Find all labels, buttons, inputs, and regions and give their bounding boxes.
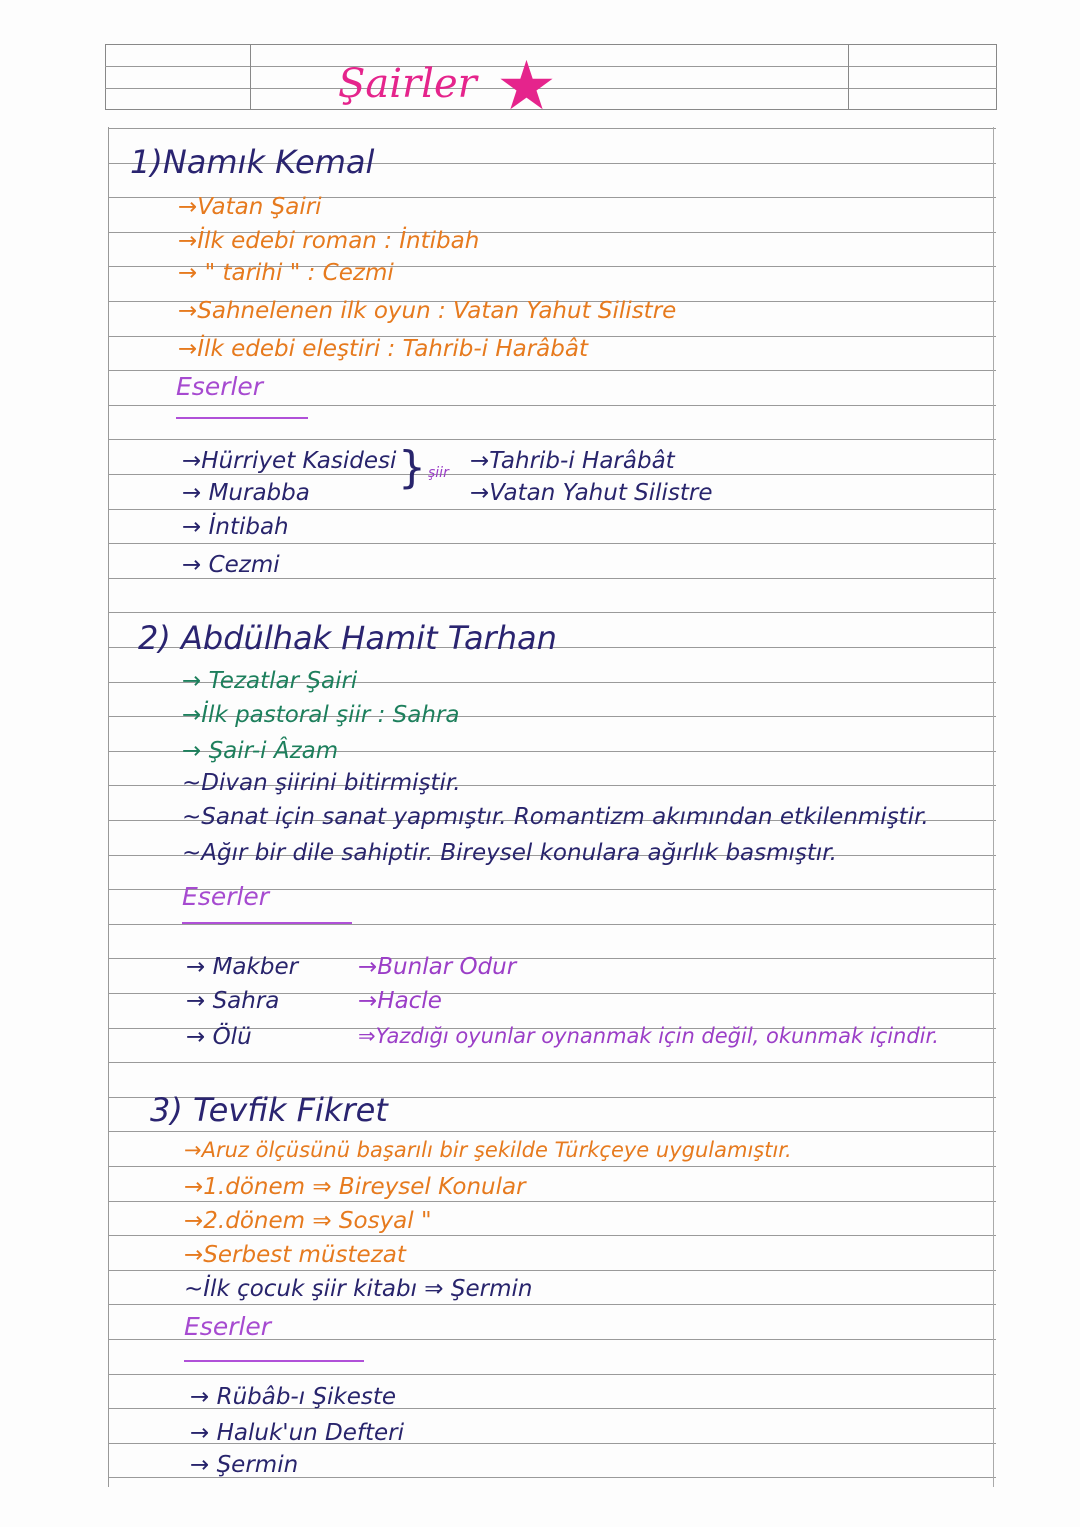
work-item: →Hacle bbox=[358, 988, 442, 1014]
ruled-line bbox=[108, 578, 996, 579]
fact-line: →2.dönem ⇒ Sosyal " bbox=[184, 1208, 432, 1234]
fact-line: ~Divan şiirini bitirmiştir. bbox=[182, 770, 461, 796]
ruled-line bbox=[108, 439, 996, 440]
page-title: Şairler bbox=[338, 61, 477, 107]
poet-heading: 3) Tevfik Fikret bbox=[150, 1091, 388, 1129]
fact-line: →İlk edebi roman : İntibah bbox=[178, 228, 480, 254]
ruled-line bbox=[108, 1235, 996, 1236]
ruled-line bbox=[108, 612, 996, 613]
ruled-line bbox=[108, 1166, 996, 1167]
poet-heading: 2) Abdülhak Hamit Tarhan bbox=[138, 619, 557, 657]
work-item: → Sahra bbox=[186, 988, 280, 1014]
work-item: →Bunlar Odur bbox=[358, 954, 517, 980]
star-icon: ★ bbox=[496, 47, 557, 126]
work-item: → Şermin bbox=[190, 1452, 299, 1478]
fact-line: ~İlk çocuk şiir kitabı ⇒ Şermin bbox=[184, 1276, 533, 1302]
ruled-line bbox=[108, 509, 996, 510]
margin-line-right bbox=[993, 127, 994, 1487]
eserler-underline bbox=[184, 1360, 364, 1362]
header-divider bbox=[848, 44, 849, 110]
ruled-line bbox=[108, 1304, 996, 1305]
ruled-line bbox=[108, 474, 996, 475]
fact-line: →Vatan Şairi bbox=[178, 194, 322, 220]
work-item: → Haluk'un Defteri bbox=[190, 1420, 405, 1446]
ruled-line bbox=[108, 370, 996, 371]
brace: } bbox=[398, 442, 426, 493]
ruled-line bbox=[108, 1270, 996, 1271]
fact-line: →Sahnelenen ilk oyun : Vatan Yahut Silistre bbox=[178, 298, 677, 324]
eserler-label: Eserler bbox=[176, 372, 264, 401]
work-item: → Murabba bbox=[182, 480, 310, 506]
fact-line: → Şair-i Âzam bbox=[182, 738, 339, 764]
fact-line: →İlk pastoral şiir : Sahra bbox=[182, 702, 460, 728]
work-item: → Rübâb-ı Şikeste bbox=[190, 1384, 397, 1410]
work-item: → Ölü bbox=[186, 1024, 252, 1050]
brace-label: şiir bbox=[428, 465, 449, 481]
ruled-line bbox=[108, 1201, 996, 1202]
header-divider bbox=[250, 44, 251, 110]
work-item: → Cezmi bbox=[182, 552, 280, 578]
ruled-line bbox=[108, 543, 996, 544]
margin-line bbox=[108, 127, 109, 1487]
work-item: →Tahrib-i Harâbât bbox=[470, 448, 675, 474]
fact-line: → " tarihi " : Cezmi bbox=[178, 260, 394, 286]
fact-line: →Aruz ölçüsünü başarılı bir şekilde Türkçeye uygulamıştır. bbox=[184, 1138, 792, 1162]
ruled-line bbox=[108, 128, 996, 129]
work-item: →Hürriyet Kasidesi bbox=[182, 448, 397, 474]
work-item: →Vatan Yahut Silistre bbox=[470, 480, 713, 506]
ruled-line bbox=[108, 924, 996, 925]
fact-line: ~Ağır bir dile sahiptir. Bireysel konulara ağırlık basmıştır. bbox=[182, 840, 837, 866]
note-line: ⇒Yazdığı oyunlar oynanmak için değil, okunmak içindir. bbox=[358, 1024, 939, 1048]
poet-heading: 1)Namık Kemal bbox=[130, 143, 375, 181]
ruled-line bbox=[108, 1131, 996, 1132]
eserler-underline bbox=[182, 922, 352, 924]
ruled-line bbox=[108, 405, 996, 406]
fact-line: →Serbest müstezat bbox=[184, 1242, 406, 1268]
fact-line: ~Sanat için sanat yapmıştır. Romantizm akımından etkilenmiştir. bbox=[182, 804, 929, 830]
eserler-label: Eserler bbox=[184, 1312, 272, 1341]
eserler-label: Eserler bbox=[182, 882, 270, 911]
work-item: → İntibah bbox=[182, 514, 289, 540]
fact-line: → Tezatlar Şairi bbox=[182, 668, 358, 694]
work-item: → Makber bbox=[186, 954, 299, 980]
ruled-line bbox=[108, 1374, 996, 1375]
eserler-underline bbox=[176, 417, 308, 419]
fact-line: →İlk edebi eleştiri : Tahrib-i Harâbât bbox=[178, 336, 588, 362]
fact-line: →1.dönem ⇒ Bireysel Konular bbox=[184, 1174, 526, 1200]
ruled-line bbox=[108, 1062, 996, 1063]
